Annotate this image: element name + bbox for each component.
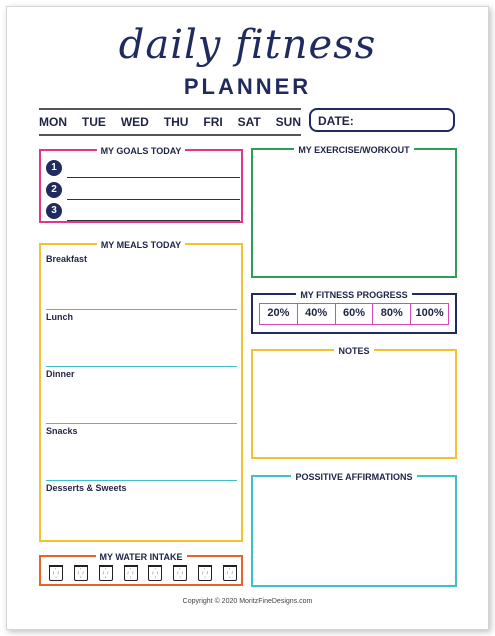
- script-title: daily fitness: [118, 22, 377, 68]
- affirmations-section[interactable]: [251, 472, 457, 587]
- water-glass-icon[interactable]: ·˙· ˙·˙: [173, 565, 187, 581]
- affirmations-title: POSSITIVE AFFIRMATIONS: [291, 472, 416, 482]
- day-sat[interactable]: SAT: [237, 115, 261, 129]
- water-glass-icon[interactable]: ·˙· ˙·˙: [49, 565, 63, 581]
- water-glasses: [49, 565, 237, 581]
- water-glass-icon[interactable]: ·˙· ˙·˙: [148, 565, 162, 581]
- goals-section: [39, 146, 243, 223]
- date-field[interactable]: [309, 108, 455, 132]
- goal-row[interactable]: [46, 203, 240, 221]
- goals-title: MY GOALS TODAY: [97, 146, 186, 156]
- water-intake-section: [39, 552, 243, 586]
- day-tue[interactable]: TUE: [81, 115, 106, 129]
- water-title: MY WATER INTAKE: [96, 552, 187, 562]
- water-glass-icon[interactable]: ·˙· ˙·˙: [223, 565, 237, 581]
- day-fri[interactable]: FRI: [203, 115, 223, 129]
- notes-title: NOTES: [334, 346, 373, 356]
- day-wed[interactable]: WED: [120, 115, 149, 129]
- copyright-text: Copyright © 2020 MoritzFineDesigns.com: [182, 598, 313, 605]
- water-glass-icon[interactable]: ·˙· ˙·˙: [74, 565, 88, 581]
- meal-divider: [46, 423, 237, 424]
- goal-line: [67, 199, 240, 200]
- water-glass-icon[interactable]: ·˙· ˙·˙: [124, 565, 138, 581]
- goal-number-badge: 1: [46, 160, 62, 176]
- meals-title: MY MEALS TODAY: [97, 240, 185, 250]
- progress-option-80[interactable]: 80%: [373, 304, 411, 324]
- exercise-title: MY EXERCISE/WORKOUT: [294, 145, 413, 155]
- meal-lunch-label: Lunch: [46, 312, 73, 322]
- goal-row[interactable]: [46, 182, 240, 200]
- progress-option-60[interactable]: 60%: [336, 304, 374, 324]
- progress-option-40[interactable]: 40%: [298, 304, 336, 324]
- progress-option-20[interactable]: 20%: [260, 304, 298, 324]
- weekday-bar: [39, 108, 301, 136]
- exercise-section[interactable]: [251, 145, 457, 278]
- meals-section: [39, 240, 243, 542]
- meal-dinner-label: Dinner: [46, 369, 75, 379]
- day-sun[interactable]: SUN: [275, 115, 301, 129]
- goal-number-badge: 2: [46, 182, 62, 198]
- day-thu[interactable]: THU: [163, 115, 189, 129]
- date-label: DATE:: [318, 114, 354, 128]
- notes-section[interactable]: [251, 346, 457, 459]
- meal-divider: [46, 309, 237, 310]
- meal-divider: [46, 480, 237, 481]
- meal-desserts-label: Desserts & Sweets: [46, 483, 127, 493]
- water-glass-icon[interactable]: ·˙· ˙·˙: [99, 565, 113, 581]
- progress-option-100[interactable]: 100%: [415, 307, 444, 319]
- goal-line: [67, 220, 240, 221]
- goal-number-badge: 3: [46, 203, 62, 219]
- meal-snacks-label: Snacks: [46, 426, 78, 436]
- meal-divider: [46, 366, 237, 367]
- meal-breakfast-label: Breakfast: [46, 254, 88, 264]
- goal-line: [67, 177, 240, 178]
- water-glass-icon[interactable]: ·˙· ˙·˙: [198, 565, 212, 581]
- goal-row[interactable]: [46, 160, 240, 178]
- progress-title: MY FITNESS PROGRESS: [296, 290, 411, 300]
- progress-scale: [259, 303, 449, 325]
- fitness-progress-section: [251, 290, 457, 334]
- page-title: PLANNER: [183, 74, 312, 99]
- day-mon[interactable]: MON: [39, 115, 67, 129]
